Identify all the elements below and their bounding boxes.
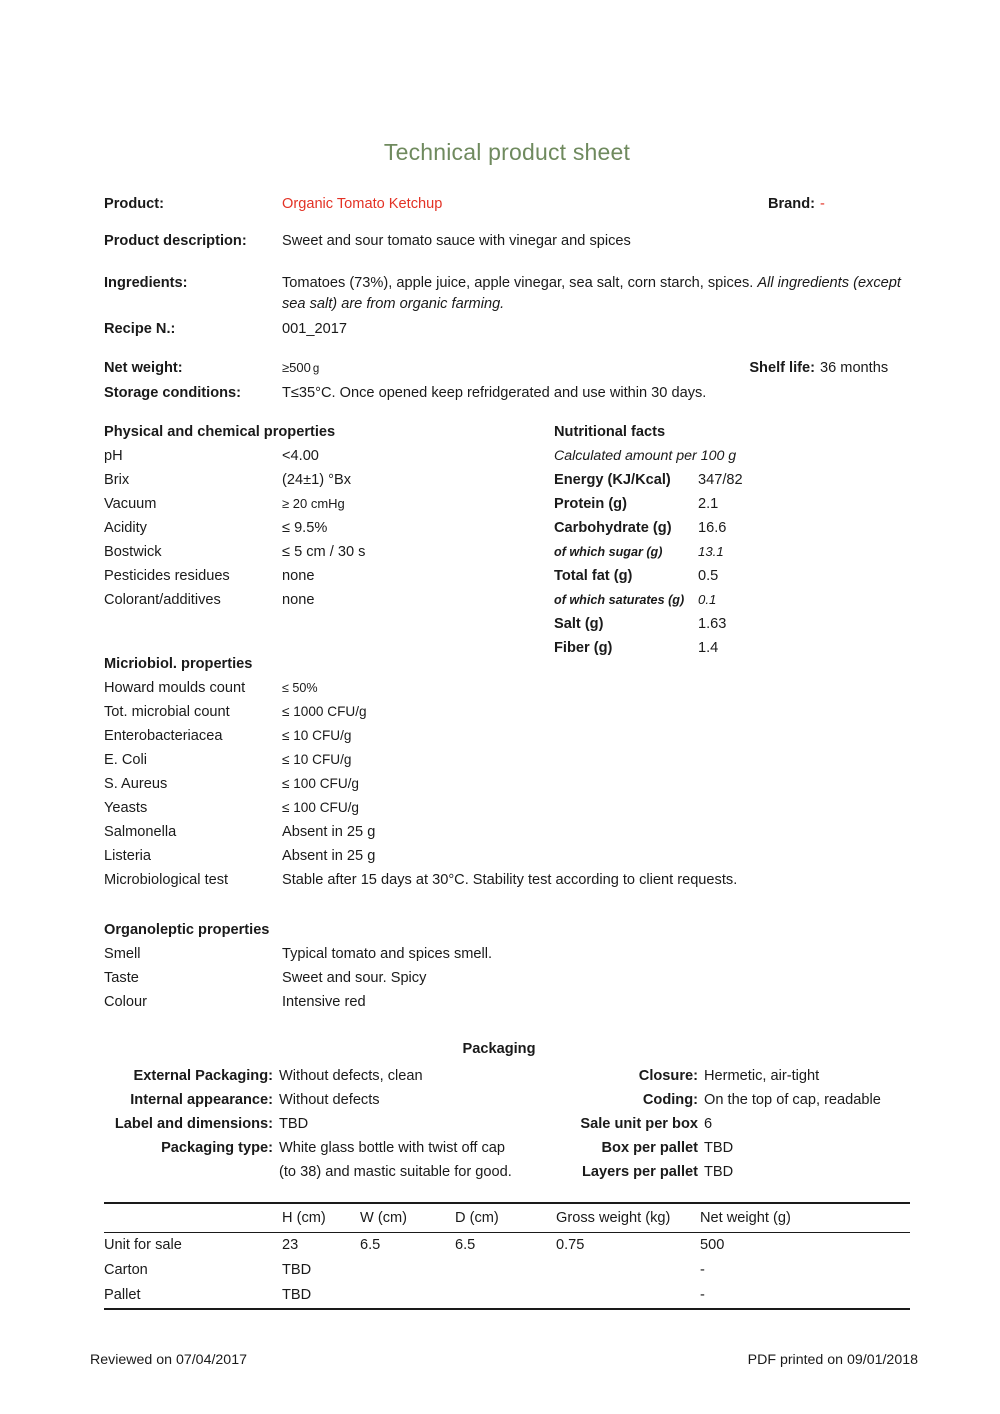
- nutrition-section: [554, 424, 910, 664]
- packaging-label: External Packaging:: [133, 1067, 273, 1084]
- table-column-header: Net weight (g): [700, 1203, 910, 1233]
- spacer: [104, 1164, 279, 1188]
- brand-value: -: [820, 195, 825, 212]
- table-row: [104, 1258, 910, 1283]
- physical-property-label: Acidity: [104, 519, 147, 536]
- nutrition-note: Calculated amount per 100 g: [554, 447, 737, 464]
- table-cell: 23: [282, 1236, 299, 1253]
- nutrition-value: 16.6: [698, 519, 727, 536]
- net-weight-label: Net weight:: [104, 359, 183, 376]
- packaging-row: [564, 1140, 910, 1164]
- property-row: [104, 544, 534, 568]
- packaging-label: Packaging type:: [161, 1139, 273, 1156]
- microbiological-heading: Micriobiol. properties: [104, 655, 253, 672]
- property-row: [554, 568, 910, 592]
- physical-property-value: ≥ 20 cmHg: [282, 495, 345, 511]
- product-row: [104, 196, 910, 212]
- property-row: [104, 800, 910, 824]
- brand-label: Brand:: [767, 195, 815, 212]
- description-row: [104, 233, 910, 249]
- table-row: [104, 1283, 910, 1309]
- packaging-type-continuation: (to 38) and mastic suitable for good.: [279, 1163, 512, 1180]
- packaging-value: White glass bottle with twist off cap: [279, 1139, 506, 1156]
- packaging-row: [104, 1140, 544, 1164]
- table-column-header: W (cm): [360, 1203, 455, 1233]
- organoleptic-label: Colour: [104, 993, 147, 1010]
- physical-property-value: ≤ 5 cm / 30 s: [282, 543, 366, 560]
- packaging-row: [564, 1092, 910, 1116]
- packaging-value: 6: [704, 1115, 713, 1132]
- property-row: [104, 472, 534, 496]
- property-row: [104, 848, 910, 872]
- packaging-value: Without defects: [279, 1091, 380, 1108]
- physical-property-label: Bostwick: [104, 543, 162, 560]
- property-row: [104, 824, 910, 848]
- property-row: [104, 970, 910, 994]
- table-cell: [556, 1283, 700, 1309]
- property-row: [104, 680, 910, 704]
- table-column-header: [104, 1203, 282, 1233]
- nutrition-label: Total fat (g): [554, 567, 633, 584]
- property-row: [104, 872, 910, 896]
- physical-property-label: pH: [104, 447, 123, 464]
- packaging-value: On the top of cap, readable: [704, 1091, 881, 1108]
- microbiological-label: Yeasts: [104, 799, 148, 816]
- packaging-label: Label and dimensions:: [114, 1115, 273, 1132]
- table-cell: [455, 1258, 556, 1283]
- table-cell: 6.5: [360, 1236, 381, 1253]
- nutrition-value: 0.5: [698, 567, 719, 584]
- packaging-row: [104, 1116, 544, 1140]
- net-weight-unit: g: [312, 362, 320, 375]
- packaging-value: Hermetic, air-tight: [704, 1067, 820, 1084]
- property-row: [104, 994, 910, 1018]
- property-row: [104, 728, 910, 752]
- property-row: [104, 752, 910, 776]
- packaging-label: Coding:: [642, 1091, 698, 1108]
- microbiological-value: ≤ 1000 CFU/g: [282, 703, 367, 719]
- recipe-label: Recipe N.:: [104, 320, 176, 337]
- microbiological-value: ≤ 100 CFU/g: [282, 799, 359, 815]
- packaging-value: TBD: [704, 1139, 734, 1156]
- nutrition-value: 13.1: [698, 543, 724, 559]
- nutrition-value: 2.1: [698, 495, 719, 512]
- packaging-row: [564, 1116, 910, 1140]
- nutrition-value: 347/82: [698, 471, 743, 488]
- description-label: Product description:: [104, 232, 247, 249]
- net-weight-row: [104, 360, 910, 376]
- table-row-label: Unit for sale: [104, 1236, 182, 1253]
- physical-property-value: ≤ 9.5%: [282, 519, 328, 536]
- packaging-value: TBD: [279, 1115, 309, 1132]
- ingredients-row: [104, 273, 910, 315]
- shelf-life-value: 36 months: [820, 359, 889, 376]
- table-cell: [360, 1258, 455, 1283]
- microbiological-value: ≤ 10 CFU/g: [282, 727, 352, 743]
- property-row: [104, 592, 534, 616]
- printed-date: PDF printed on 09/01/2018: [747, 1352, 918, 1368]
- physical-heading: Physical and chemical properties: [104, 423, 336, 440]
- packaging-row: [564, 1068, 910, 1092]
- physical-property-value: <4.00: [282, 447, 319, 464]
- page-title: Technical product sheet: [383, 139, 631, 165]
- microbiological-label: S. Aureus: [104, 775, 168, 792]
- table-column-header: H (cm): [282, 1203, 360, 1233]
- property-row: [554, 520, 910, 544]
- organoleptic-label: Smell: [104, 945, 141, 962]
- packaging-label: Closure:: [638, 1067, 698, 1084]
- microbiological-value: Absent in 25 g: [282, 823, 376, 840]
- physical-property-label: Brix: [104, 471, 130, 488]
- packaging-row: [104, 1092, 544, 1116]
- table-cell: 500: [700, 1236, 725, 1253]
- ingredients-note: All ingredients (except sea salt) are from organic farming.: [282, 274, 901, 312]
- organoleptic-label: Taste: [104, 969, 139, 986]
- nutrition-label: Protein (g): [554, 495, 627, 512]
- nutrition-label: Fiber (g): [554, 639, 613, 656]
- packaging-right-column: [564, 1068, 910, 1188]
- organoleptic-value: Typical tomato and spices smell.: [282, 945, 493, 962]
- nutrition-label: Salt (g): [554, 615, 604, 632]
- reviewed-date: Reviewed on 07/04/2017: [90, 1352, 247, 1368]
- packaging-type-continuation-row: [104, 1164, 544, 1188]
- header-block: [104, 196, 910, 401]
- net-weight-number: ≥500: [282, 359, 311, 375]
- nutrition-value: 1.4: [698, 639, 719, 656]
- microbiological-label: Howard moulds count: [104, 679, 246, 696]
- property-row: [104, 520, 534, 544]
- nutrition-heading: Nutritional facts: [554, 423, 666, 440]
- physical-property-label: Vacuum: [104, 495, 157, 512]
- physical-property-value: none: [282, 591, 315, 608]
- table-row-label: Pallet: [104, 1283, 282, 1309]
- packaging-heading: Packaging: [462, 1040, 536, 1057]
- microbiological-label: E. Coli: [104, 751, 147, 768]
- organoleptic-section: [104, 922, 910, 1018]
- property-row: [104, 946, 910, 970]
- packaging-left-column: [104, 1068, 544, 1188]
- microbiological-value: ≤ 100 CFU/g: [282, 775, 359, 791]
- property-row: [554, 472, 910, 496]
- nutrition-label: Energy (KJ/Kcal): [554, 471, 671, 488]
- storage-value: T≤35°C. Once opened keep refridgerated and use within 30 days.: [282, 384, 707, 401]
- table-cell: [360, 1283, 455, 1309]
- microbiological-label: Tot. microbial count: [104, 703, 230, 720]
- microbiological-value: ≤ 10 CFU/g: [282, 751, 352, 767]
- table-row-label: Carton: [104, 1261, 148, 1278]
- property-row: [104, 568, 534, 592]
- sheet-body: [104, 0, 910, 1310]
- microbiological-rows: [104, 680, 910, 896]
- nutrition-value: 1.63: [698, 615, 727, 632]
- physical-rows: [104, 448, 534, 616]
- packaging-label: Box per pallet: [601, 1139, 698, 1156]
- property-row: [104, 776, 910, 800]
- ingredients-label: Ingredients:: [104, 274, 188, 291]
- microbiological-value: Absent in 25 g: [282, 847, 376, 864]
- physical-property-label: Colorant/additives: [104, 591, 221, 608]
- product-value: Organic Tomato Ketchup: [282, 195, 443, 212]
- table-column-header: D (cm): [455, 1203, 556, 1233]
- table-row: [104, 1232, 910, 1258]
- property-row: [104, 704, 910, 728]
- packaging-value: TBD: [704, 1163, 734, 1180]
- nutrition-value: 0.1: [698, 591, 717, 607]
- table-column-header: Gross weight (kg): [556, 1203, 700, 1233]
- page-footer: [90, 1352, 918, 1368]
- packaging-value: Without defects, clean: [279, 1067, 423, 1084]
- table-body: [104, 1232, 910, 1309]
- table-cell: TBD: [282, 1283, 360, 1309]
- product-label: Product:: [104, 195, 164, 212]
- nutrition-rows: [554, 472, 910, 664]
- ingredients-text: Tomatoes (73%), apple juice, apple vinegar, sea salt, corn starch, spices.: [282, 274, 758, 291]
- property-row: [104, 448, 534, 472]
- table-header-row: [104, 1203, 910, 1233]
- nutrition-label: of which sugar (g): [554, 544, 663, 559]
- packaging-label: Sale unit per box: [580, 1115, 698, 1132]
- recipe-value: 001_2017: [282, 320, 347, 337]
- table-cell: -: [700, 1283, 910, 1309]
- microbiological-section: [104, 656, 910, 896]
- microbiological-value: ≤ 50%: [282, 680, 318, 695]
- physical-property-value: none: [282, 567, 315, 584]
- table-head: [104, 1203, 910, 1233]
- physical-properties-section: [104, 424, 534, 616]
- packaging-label: Internal appearance:: [130, 1091, 273, 1108]
- recipe-row: [104, 321, 910, 337]
- microbiological-label: Enterobacteriacea: [104, 727, 223, 744]
- property-row: [554, 592, 910, 616]
- shelf-life-label: Shelf life:: [749, 359, 815, 376]
- packaging-row: [104, 1068, 544, 1092]
- table-cell: 0.75: [556, 1236, 585, 1253]
- organoleptic-value: Sweet and sour. Spicy: [282, 969, 427, 986]
- description-value: Sweet and sour tomato sauce with vinegar and spices: [282, 232, 631, 249]
- ingredients-value: [282, 273, 910, 315]
- microbiological-label: Salmonella: [104, 823, 177, 840]
- storage-label: Storage conditions:: [104, 384, 242, 401]
- table-cell: [556, 1258, 700, 1283]
- property-row: [554, 544, 910, 568]
- property-row: [554, 496, 910, 520]
- microbiological-label: Microbiological test: [104, 871, 229, 888]
- physical-property-value: (24±1) °Bx: [282, 471, 351, 488]
- packaging-row: [564, 1164, 910, 1188]
- organoleptic-rows: [104, 946, 910, 1018]
- table-cell: [455, 1283, 556, 1309]
- table-cell: 6.5: [455, 1236, 476, 1253]
- property-row: [554, 616, 910, 640]
- property-row: [554, 640, 910, 664]
- dimensions-table: [104, 1202, 910, 1310]
- net-weight-value: [282, 360, 700, 375]
- property-row: [104, 496, 534, 520]
- organoleptic-heading: Organoleptic properties: [104, 921, 270, 938]
- nutrition-label: of which saturates (g): [554, 592, 685, 607]
- table-cell: -: [700, 1261, 705, 1278]
- properties-columns: [104, 424, 910, 656]
- storage-row: [104, 385, 910, 401]
- packaging-grid: [104, 1067, 910, 1180]
- organoleptic-value: Intensive red: [282, 993, 366, 1010]
- packaging-label: Layers per pallet: [582, 1163, 698, 1180]
- table-cell: TBD: [282, 1261, 312, 1278]
- nutrition-label: Carbohydrate (g): [554, 519, 672, 536]
- physical-property-label: Pesticides residues: [104, 567, 230, 584]
- microbiological-value: Stable after 15 days at 30°C. Stability test according to client requests.: [282, 871, 738, 888]
- microbiological-label: Listeria: [104, 847, 152, 864]
